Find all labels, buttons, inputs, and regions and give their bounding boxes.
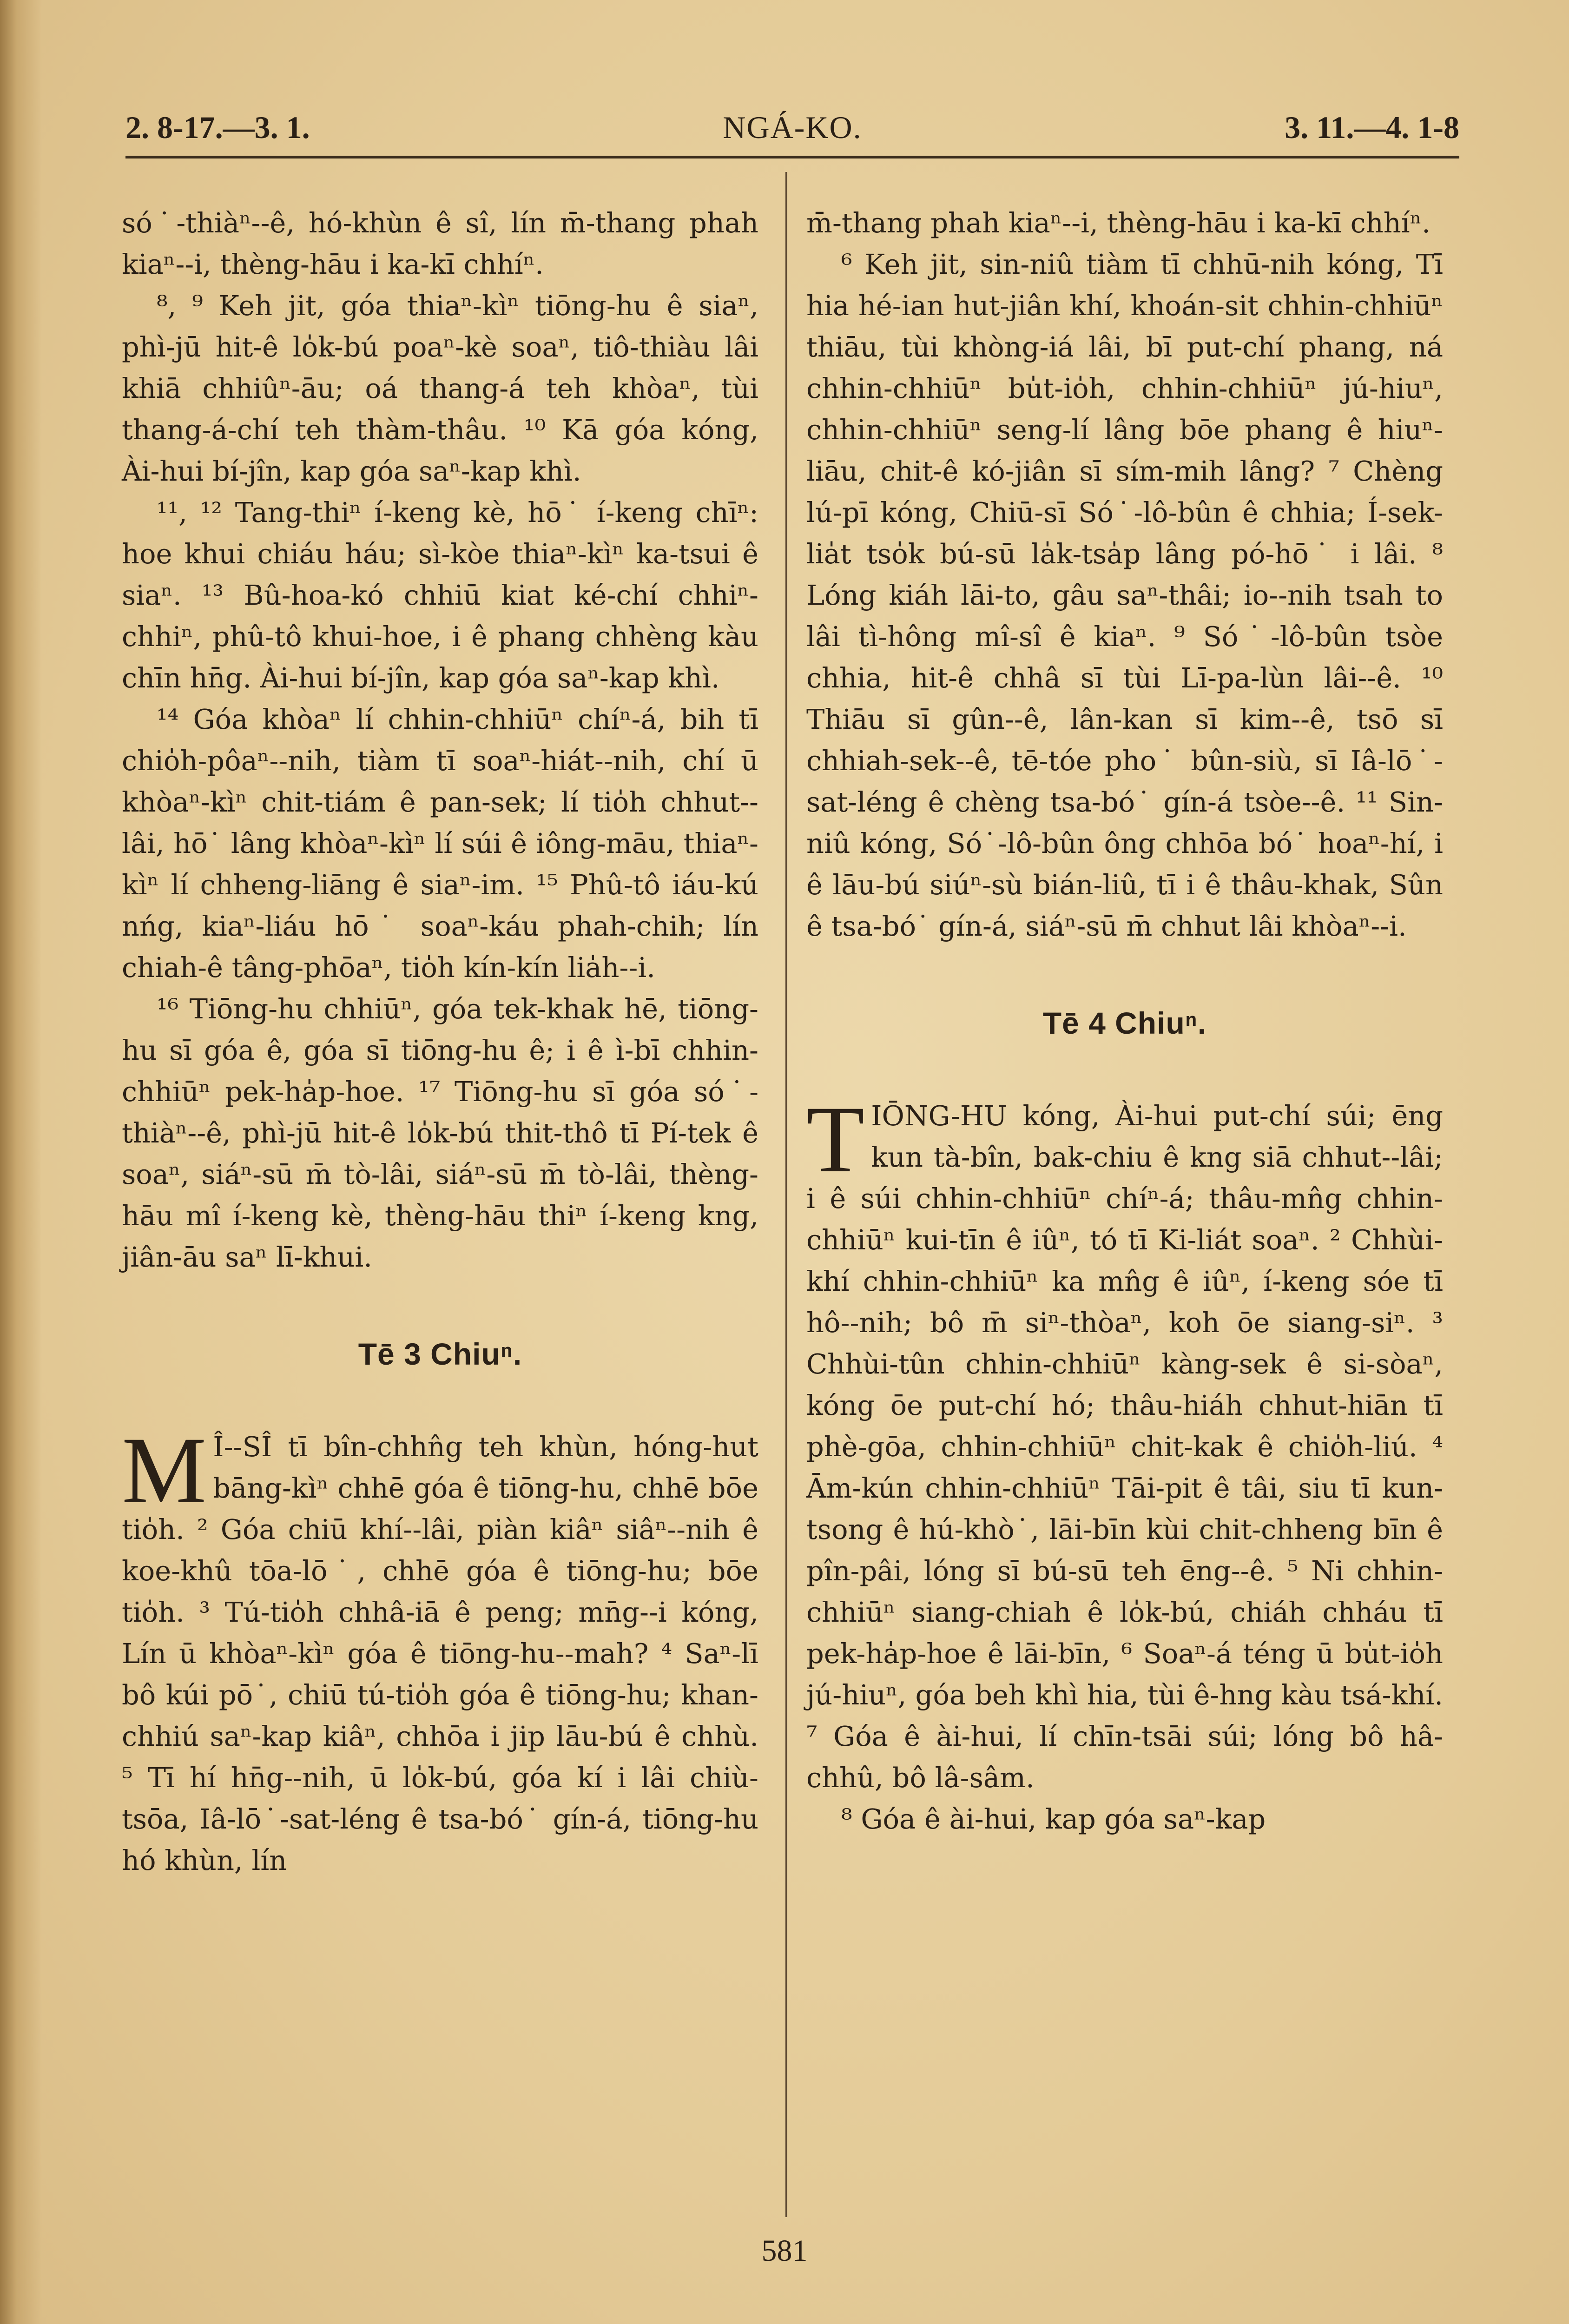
paragraph: m̄-thang phah kiaⁿ--i, thèng-hāu i ka-kī chhíⁿ. — [806, 207, 1431, 239]
paragraph: ⁸, ⁹ Keh jit, góa thiaⁿ-kìⁿ tiōng-hu ê siaⁿ, phì-jū hit-ê lo̍k-bú poaⁿ-kè soaⁿ, tiô-thiàu lâi khiā chhiûⁿ-āu; oá thang-á teh khòaⁿ, tùi thang-á-chí teh thàm-thâu. ¹⁰ Kā góa kóng, Ài-hui bí-jîn, kap góa saⁿ-kap khì. — [122, 290, 758, 487]
right-column — [806, 202, 1443, 1840]
running-header — [125, 109, 1459, 151]
opening-text: IŌNG-HU kóng, Ài-hui put-chí súi; ēng kun tà-bîn, bak-chiu ê kng siā chhut--lâi; i ê súi chhin-chhiūⁿ chíⁿ-á; thâu-mn̂g chhin-chhiūⁿ kui-tīn ê iûⁿ, tó tī Ki-liát soaⁿ. ² Chhùi-khí chhin-chhiūⁿ ka mn̂g ê iûⁿ, í-keng sóe tī hô--nih; bô m̄ siⁿ-thòaⁿ, koh ōe siang-siⁿ. ³ Chhùi-tûn chhin-chhiūⁿ kàng-sek ê si-sòaⁿ, kóng ōe put-chí hó; thâu-hiáh chhut-hiān tī phè-gōa, chhin-chhiūⁿ chit-kak ê chio̍h-liú. ⁴ Ām-kún chhin-chhiūⁿ Tāi-pit ê tâi, siu tī kun-tsong ê hú-khò˙, lāi-bīn kùi chit-chheng bīn ê pîn-pâi, lóng sī bú-sū teh ēng--ê. ⁵ Ni chhin-chhiūⁿ siang-chiah ê lo̍k-bú, chiáh chháu tī pek-ha̍p-hoe ê lāi-bīn, ⁶ Soaⁿ-á téng ū bu̍t-io̍h jú-hiuⁿ, góa beh khì hia, tùi ê-hng kàu tsá-khí. ⁷ Góa ê ài-hui, lí chīn-tsāi súi; lóng bô hâ-chhû, bô lâ-sâm. — [806, 1100, 1443, 1794]
column-divider — [785, 172, 787, 2217]
header-rule — [125, 156, 1459, 158]
header-title: NGÁ-KO. — [723, 110, 862, 145]
chapter-opening-paragraph — [806, 1087, 1443, 1798]
paragraph: ¹¹, ¹² Tang-thiⁿ í-keng kè, hō˙ í-keng chīⁿ: hoe khui chiáu háu; sì-kòe thiaⁿ-kìⁿ ka-tsui ê siaⁿ. ¹³ Bû-hoa-kó chhiū kiat ké-chí chhiⁿ-chhiⁿ, phû-tô khui-hoe, i ê phang chhèng kàu chīn hn̄g. Ài-hui bí-jîn, kap góa saⁿ-kap khì. — [122, 496, 758, 694]
paragraph: ¹⁶ Tiōng-hu chhiūⁿ, góa tek-khak hē, tiōng-hu sī góa ê, góa sī tiōng-hu ê; i ê ì-bī chhin-chhiūⁿ pek-ha̍p-hoe. ¹⁷ Tiōng-hu sī góa só˙-thiàⁿ--ê, phì-jū hit-ê lo̍k-bú thit-thô tī Pí-tek ê soaⁿ, siáⁿ-sū m̄ tò-lâi, siáⁿ-sū m̄ tò-lâi, thèng-hāu mî í-keng kè, thèng-hāu thiⁿ í-keng kng, jiân-āu saⁿ lī-khui. — [122, 993, 758, 1273]
chapter-heading: Tē 4 Chiuⁿ. — [1042, 1006, 1207, 1040]
paragraph: ⁸ Góa ê ài-hui, kap góa saⁿ-kap — [841, 1803, 1266, 1835]
opening-text: Î--SÎ tī bîn-chhn̂g teh khùn, hóng-hut bāng-kìⁿ chhē góa ê tiōng-hu, chhē bōe tio̍h. ² Góa chiū khí--lâi, piàn kiâⁿ siâⁿ--nih ê koe-khû tōa-lō˙, chhē góa ê tiōng-hu; bōe tio̍h. ³ Tú-tio̍h chhâ-iā ê peng; mn̄g--i kóng, Lín ū khòaⁿ-kìⁿ góa ê tiōng-hu--mah? ⁴ Saⁿ-lī bô kúi pō˙, chiū tú-tio̍h góa ê tiōng-hu; khan-chhiú saⁿ-kap kiâⁿ, chhōa i jip lāu-bú ê chhù. ⁵ Tī hí hn̄g--nih, ū lo̍k-bú, góa kí i lâi chiù-tsōa, Iâ-lō˙-sat-léng ê tsa-bó˙ gín-á, tiōng-hu hó khùn, lín — [122, 1431, 758, 1876]
binding-gutter — [0, 0, 42, 2324]
header-right-reference: 3. 11.—4. 1-8 — [1285, 110, 1459, 145]
page-number: 581 — [761, 2234, 808, 2268]
drop-cap: T — [806, 1087, 865, 1192]
left-column — [122, 202, 758, 1881]
paragraph: só˙-thiàⁿ--ê, hó-khùn ê sî, lín m̄-thang phah kiaⁿ--i, thèng-hāu i ka-kī chhíⁿ. — [122, 207, 758, 280]
paragraph: ⁶ Keh jit, sin-niû tiàm tī chhū-nih kóng, Tī hia hé-ian hut-jiân khí, khoán-sit chhin-chhiūⁿ thiāu, tùi khòng-iá lâi, bī put-chí phang, ná chhin-chhiūⁿ bu̍t-io̍h, chhin-chhiūⁿ jú-hiuⁿ, chhin-chhiūⁿ seng-lí lâng bōe phang ê hiuⁿ-liāu, chit-ê kó-jiân sī sím-mih lâng? ⁷ Chèng lú-pī kóng, Chiū-sī Só˙-lô-bûn ê chhia; Í-sek-lia̍t tso̍k bú-sū la̍k-tsa̍p lâng pó-hō˙ i lâi. ⁸ Lóng kiáh lāi-to, gâu saⁿ-thâi; io--nih tsah to lâi tì-hông mî-sî ê kiaⁿ. ⁹ Só˙-lô-bûn tsòe chhia, hit-ê chhâ sī tùi Lī-pa-lùn lâi--ê. ¹⁰ Thiāu sī gûn--ê, lân-kan sī kim--ê, tsō sī chhiah-sek--ê, tē-tóe pho˙ bûn-siù, sī Iâ-lō˙-sat-léng ê chèng tsa-bó˙ gín-á tsòe--ê. ¹¹ Sin-niû kóng, Só˙-lô-bûn ông chhōa bó˙ hoaⁿ-hí, i ê lāu-bú siúⁿ-sù bián-liû, tī i ê thâu-khak, Sûn ê tsa-bó˙ gín-á, siáⁿ-sū m̄ chhut lâi khòaⁿ--i. — [806, 248, 1443, 942]
drop-cap: M — [122, 1418, 207, 1523]
paragraph: ¹⁴ Góa khòaⁿ lí chhin-chhiūⁿ chíⁿ-á, bih tī chio̍h-pôaⁿ--nih, tiàm tī soaⁿ-hiát--nih, chí ū khòaⁿ-kìⁿ chit-tiám ê pan-sek; lí tio̍h chhut--lâi, hō˙ lâng khòaⁿ-kìⁿ lí súi ê iông-māu, thiaⁿ-kìⁿ lí chheng-liāng ê siaⁿ-im. ¹⁵ Phû-tô iáu-kú nńg, kiaⁿ-liáu hō˙ soaⁿ-káu phah-chih; lín chiah-ê tâng-phōaⁿ, tio̍h kín-kín lia̍h--i. — [122, 703, 758, 984]
chapter-heading: Tē 3 Chiuⁿ. — [358, 1337, 522, 1371]
header-left-reference: 2. 8-17.—3. 1. — [125, 110, 310, 145]
chapter-opening-paragraph — [122, 1418, 758, 1881]
